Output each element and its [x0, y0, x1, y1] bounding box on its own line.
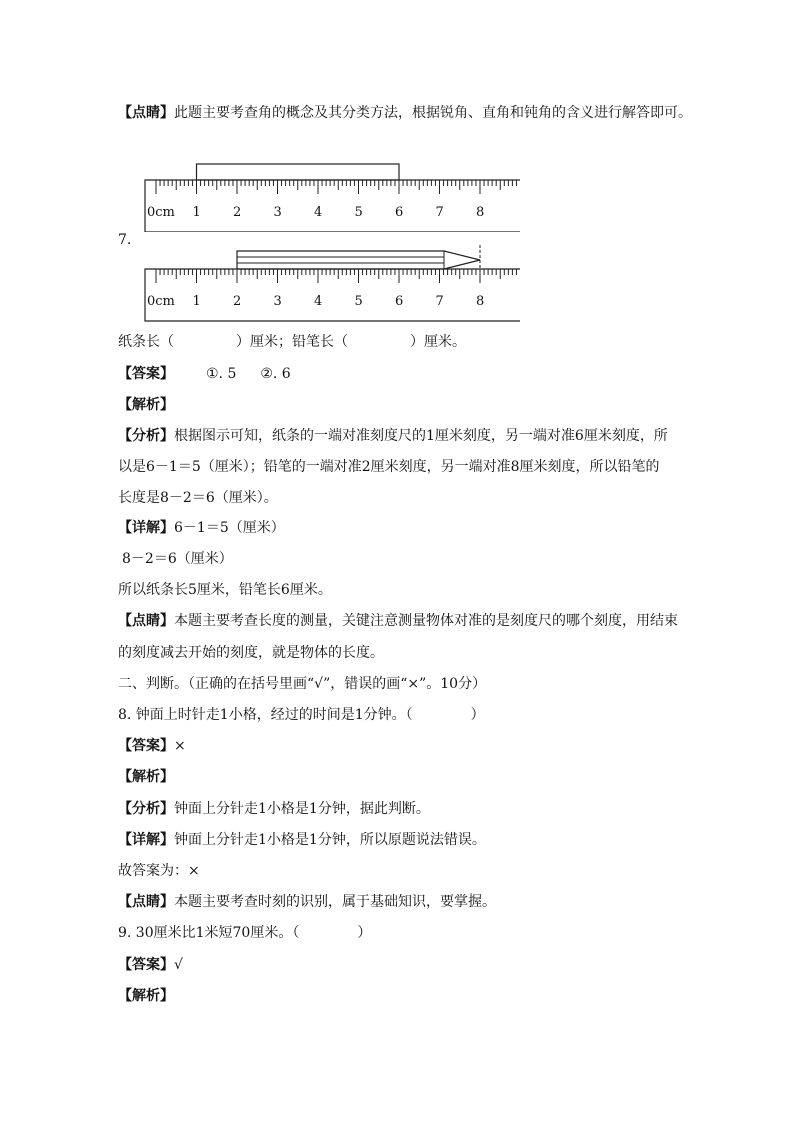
ruler-label: 1 — [192, 294, 201, 309]
ruler-label: 6 — [395, 294, 404, 309]
prev-tip: 【点睛】此题主要考查角的概念及其分类方法，根据锐角、直角和钝角的含义进行解答即可。 — [118, 105, 692, 121]
ruler-with-pencil — [140, 245, 520, 323]
q7-answer: 【答案】 ①. 5 ②. 6 — [118, 366, 291, 382]
q7-fenxi-1: 【分析】根据图示可知，纸条的一端对准刻度尺的1厘米刻度，另一端对准6厘米刻度，所 — [118, 428, 668, 444]
ruler-label: 2 — [233, 205, 242, 220]
ruler-label: 0cm — [147, 205, 175, 220]
ruler-label: 1 — [192, 205, 201, 220]
ruler-label: 8 — [476, 205, 485, 220]
ruler-pencil-figure — [140, 245, 520, 327]
q8-fenxi: 【分析】钟面上分针走1小格是1分钟，据此判断。 — [118, 801, 430, 817]
q9-analysis-tag: 【解析】 — [118, 988, 174, 1004]
q9-question: 9. 30厘米比1米短70厘米。（ ） — [118, 925, 372, 941]
ruler-label: 7 — [435, 294, 444, 309]
q7-tip-2: 的刻度减去开始的刻度，就是物体的长度。 — [118, 645, 384, 661]
q7-fenxi-2: 以是6－1＝5（厘米）；铅笔的一端对准2厘米刻度，另一端对准8厘米刻度，所以铅笔的 — [118, 459, 660, 475]
q8-tip: 【点睛】本题主要考查时刻的识别，属于基础知识，要掌握。 — [118, 894, 496, 910]
ruler-label: 3 — [273, 205, 282, 220]
q8-analysis-tag: 【解析】 — [118, 769, 174, 785]
ruler-label: 3 — [273, 294, 282, 309]
ruler-label: 5 — [354, 205, 363, 220]
ruler-with-paper-strip — [140, 160, 520, 232]
q7-tip-1: 【点睛】本题主要考查长度的测量，关键注意测量物体对准的是刻度尺的哪个刻度，用结束 — [118, 613, 678, 629]
q8-question: 8. 钟面上时针走1小格，经过的时间是1分钟。（ ） — [118, 707, 485, 723]
ruler-label: 2 — [233, 294, 242, 309]
section-2-title: 二、判断。（正确的在括号里画“√”，错误的画“×”。10分） — [118, 676, 487, 692]
q8-final: 故答案为：× — [118, 863, 200, 879]
ruler-label: 4 — [314, 294, 323, 309]
q7-fenxi-3: 长度是8－2＝6（厘米）。 — [118, 490, 278, 506]
ruler-label: 7 — [435, 205, 444, 220]
q7-xiangjie-2: 8－2＝6（厘米） — [122, 551, 233, 567]
q7-question: 纸条长（ ）厘米；铅笔长（ ）厘米。 — [118, 334, 466, 350]
q7-analysis-tag: 【解析】 — [118, 397, 174, 413]
q7-xiangjie-1: 【详解】6－1＝5（厘米） — [118, 520, 285, 536]
ruler-label: 8 — [476, 294, 485, 309]
q7-xiangjie-3: 所以纸条长5厘米，铅笔长6厘米。 — [118, 582, 332, 598]
q9-answer: 【答案】√ — [118, 957, 183, 973]
q8-answer: 【答案】× — [118, 738, 186, 754]
ruler-outline — [145, 269, 520, 321]
ruler-outline — [145, 180, 520, 232]
paper-strip — [197, 164, 400, 180]
question-number-7: 7. — [118, 232, 132, 248]
ruler-label: 5 — [354, 294, 363, 309]
ruler-paper-figure — [140, 160, 520, 236]
q8-xiangjie: 【详解】钟面上分针走1小格是1分钟，所以原题说法错误。 — [118, 832, 486, 848]
ruler-label: 0cm — [147, 294, 175, 309]
ruler-label: 4 — [314, 205, 323, 220]
ruler-label: 6 — [395, 205, 404, 220]
